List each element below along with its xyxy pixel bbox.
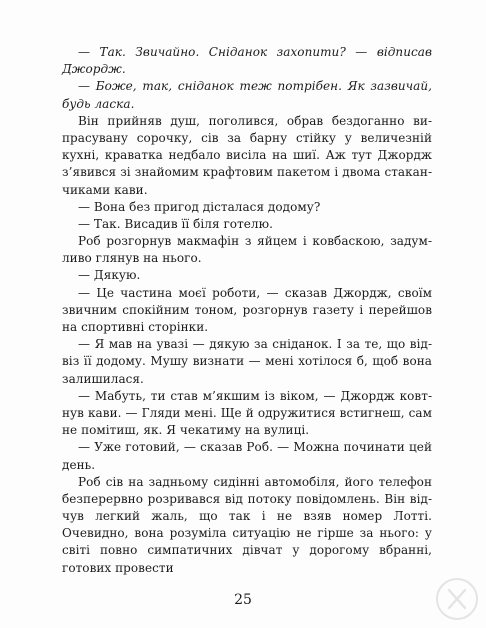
x-circle-icon bbox=[434, 576, 480, 622]
body-text bbox=[62, 44, 432, 577]
paragraph: Роб розгорнув макмафін з яйцем і ковбаскою, задумливо глянув на нього. bbox=[62, 234, 432, 266]
paragraph: — Боже, так, сніданок теж потрібен. Як зазвичай, будь ласка. bbox=[62, 79, 432, 111]
paragraph: Роб сів на задньому сидінні автомобіля, його телефон безперервно розривався від потоку повідомлень. Він відчув легкий жаль, що так і не взяв номер Лотті. Очевидно, вона розуміла ситуацію не гірше за нього: у світі повно симпатичних дівчат у дорогому вбранні, готових провести bbox=[62, 474, 432, 575]
paragraph: — Я мав на увазі — дякую за сніданок. І за те, що відвіз її додому. Мушу визнати — мені хотілося б, щоб вона залишилася. bbox=[62, 337, 432, 386]
paragraph: — Це частина моєї роботи, — сказав Джордж, своїм звичним спокійним тоном, розгорнув газету і перейшов на спортивні сторінки. bbox=[62, 285, 432, 334]
paragraph: — Вона без пригод дісталася додому? bbox=[78, 199, 321, 214]
paragraph: — Мабуть, ти став м’якшим із віком, — Джордж ковтнув кави. — Гляди мені. Ще й одружитися встигнеш, сам не помітиш, як. Я чекатиму на вулиці. bbox=[62, 388, 432, 438]
paragraph: — Дякую. bbox=[78, 268, 141, 283]
paragraph: — Так. Звичайно. Сніданок захопити? — відписав Джордж. bbox=[62, 45, 432, 77]
paragraph: — Уже готовий, — сказав Роб. — Можна починати цей день. bbox=[62, 440, 432, 472]
paragraph: — Так. Висадив її біля готелю. bbox=[78, 216, 273, 231]
page-number: 25 bbox=[234, 592, 252, 608]
paragraph: Він прийняв душ, поголився, обрав бездоганно випрасувану сорочку, сів за барну стійку у величезній кухні, краватка недбало висіла на шиї. Аж тут Джордж з’явився зі знайомим крафтовим пакетом і двома стаканчиками кави. bbox=[62, 113, 432, 197]
